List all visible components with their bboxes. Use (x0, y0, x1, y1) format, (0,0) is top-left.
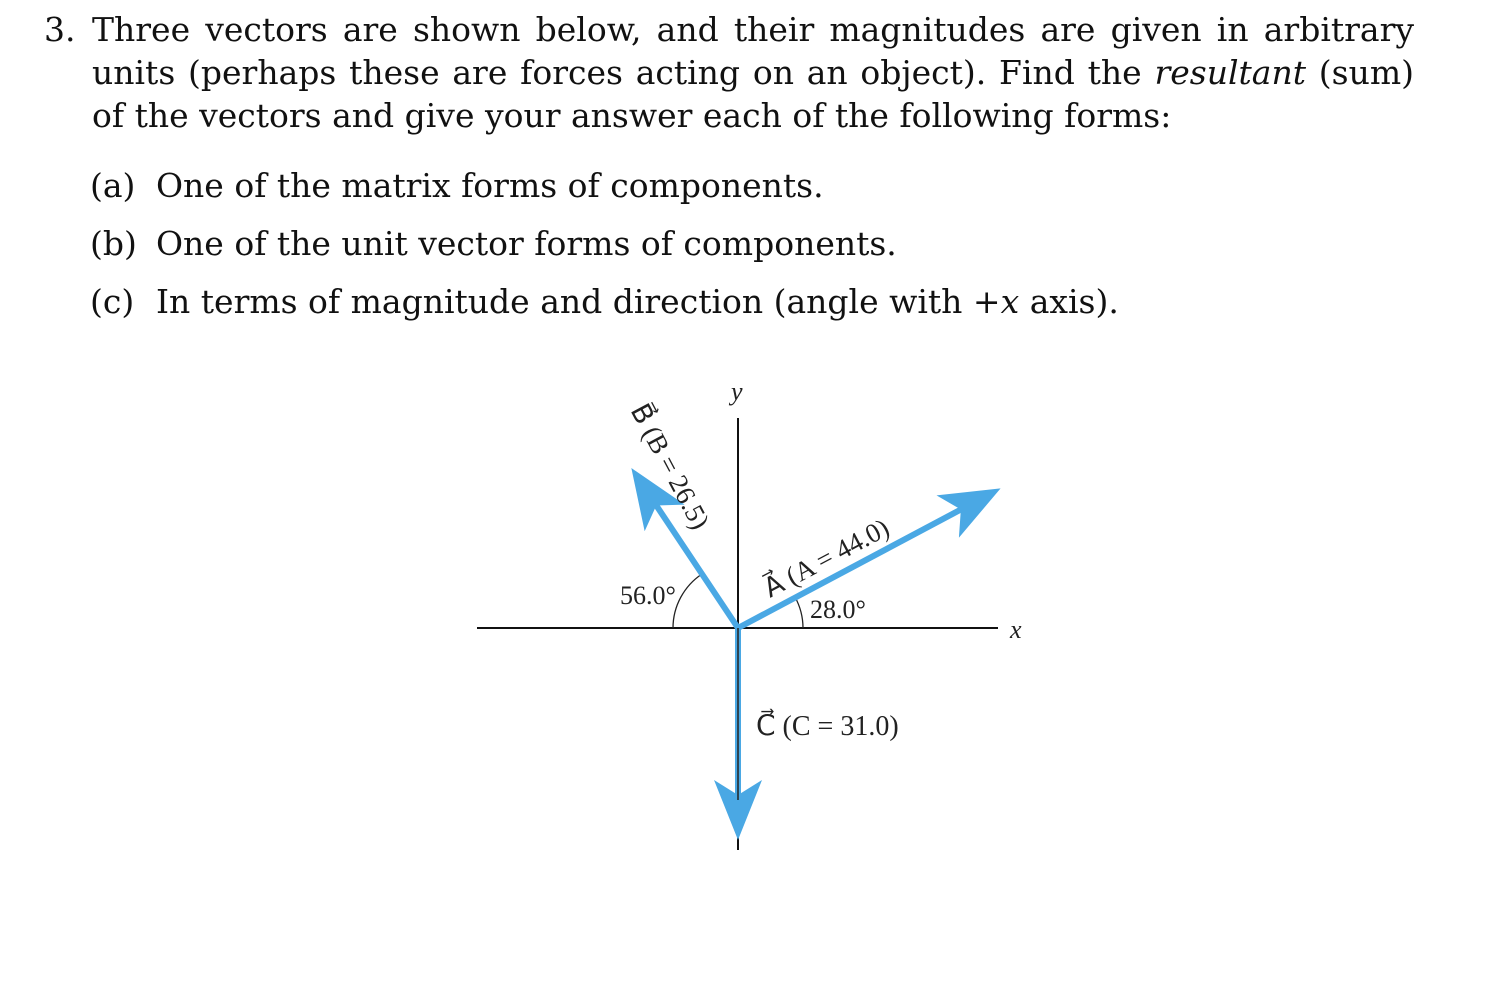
problem-text-end: (sum) of the vectors and give your answer each of the following forms: (92, 53, 1414, 135)
angle-b-label: 56.0° (620, 581, 676, 610)
y-axis-label: y (731, 377, 743, 406)
angle-arc-b (673, 574, 702, 628)
part-c-math-x: x (1000, 282, 1020, 321)
angle-a-label: 28.0° (810, 595, 866, 624)
problem-number: 3. (44, 10, 76, 49)
vector-c-label: C⃗ (C = 31.0) (756, 711, 899, 742)
part-a-label: (a) (90, 166, 136, 205)
vector-b-label: B⃗ (B = 26.5) (624, 398, 716, 535)
vector-a-label: A⃗ (A = 44.0) (758, 512, 894, 604)
part-c-text-start: In terms of magnitude and direction (angle with + (156, 282, 1001, 321)
part-b-text: One of the unit vector forms of components. (156, 224, 897, 263)
problem-text-start: Three vectors are shown below, and their magnitudes are given in arbitrary units (perhaps these are forces acting on an object). Find the (92, 10, 1414, 92)
part-a-text: One of the matrix forms of components. (156, 166, 824, 205)
resultant-emphasis: resultant (1154, 53, 1306, 92)
part-b-label: (b) (90, 224, 137, 263)
part-c-label: (c) (90, 282, 135, 321)
x-axis-label: x (1010, 615, 1022, 644)
part-c-text-end: axis). (1019, 282, 1119, 321)
angle-arc-a (795, 597, 803, 628)
